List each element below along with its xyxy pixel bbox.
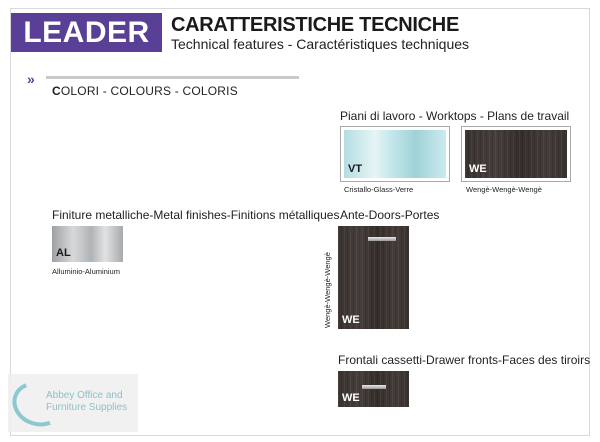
section-divider <box>46 76 299 79</box>
section-heading <box>52 84 238 98</box>
swatch-glass-code: VT <box>348 163 363 175</box>
swatch-wenge-drawer-code: WE <box>342 392 360 404</box>
swatch-wenge-door <box>338 226 409 329</box>
watermark-line2: Furniture Supplies <box>46 402 128 413</box>
section-heading-initial: C <box>52 84 61 98</box>
page-title: CARATTERISTICHE TECNICHE <box>171 14 459 36</box>
metal-finishes-label: Finiture metalliche-Metal finishes-Finitions métalliques <box>52 208 340 222</box>
swatch-wenge-door-code: WE <box>342 314 360 326</box>
swatch-wenge-drawer <box>338 371 409 407</box>
watermark <box>8 374 138 432</box>
swatch-aluminium-caption: Alluminio-Aluminium <box>52 267 120 276</box>
doors-vertical-caption: Wengè-Wengè-Wengè <box>323 252 332 328</box>
worktops-label: Piani di lavoro - Worktops - Plans de travail <box>340 109 570 123</box>
swatch-wenge-worktop-code: WE <box>469 163 487 175</box>
drawer-handle <box>362 385 386 389</box>
swatch-wenge-worktop <box>465 130 567 178</box>
swatch-glass-frame <box>340 126 450 182</box>
section-heading-rest: OLORI - COLOURS - COLORIS <box>60 84 238 98</box>
double-chevron-icon: » <box>27 71 35 87</box>
watermark-line1: Abbey Office and <box>46 390 123 401</box>
swatch-glass-caption: Cristallo-Glass-Verre <box>344 185 414 194</box>
page-frame <box>10 8 590 436</box>
doors-label: Ante-Doors-Portes <box>340 208 440 222</box>
swatch-wenge-worktop-caption: Wengè-Wengè-Wengè <box>466 185 542 194</box>
swatch-aluminium-code: AL <box>56 247 71 259</box>
swatch-aluminium <box>52 226 123 262</box>
drawer-fronts-label: Frontali cassetti-Drawer fronts-Faces des tiroirs <box>338 353 591 367</box>
brand-badge: LEADER <box>11 13 162 52</box>
swatch-glass <box>344 130 446 178</box>
watermark-text <box>46 390 127 414</box>
page-subtitle: Technical features - Caractéristiques techniques <box>171 36 470 52</box>
door-handle <box>368 237 396 241</box>
swatch-wenge-worktop-frame <box>461 126 571 182</box>
